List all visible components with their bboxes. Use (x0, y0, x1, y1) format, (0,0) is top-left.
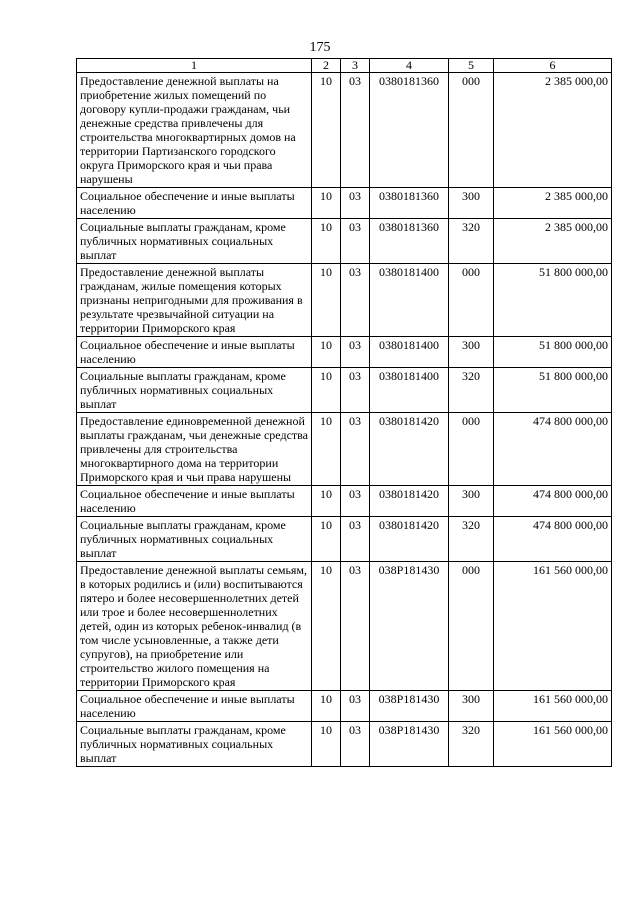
table-row (77, 219, 612, 264)
row-amount: 474 800 000,00 (494, 486, 612, 517)
row-section: 10 (312, 517, 341, 562)
row-expense-type: 300 (449, 691, 494, 722)
row-target-article: 0380181360 (370, 219, 449, 264)
row-expense-type: 300 (449, 337, 494, 368)
row-target-article: 0380181420 (370, 486, 449, 517)
row-target-article: 0380181400 (370, 264, 449, 337)
row-subsection: 03 (341, 486, 370, 517)
row-amount: 474 800 000,00 (494, 413, 612, 486)
header-row (77, 59, 612, 73)
row-section: 10 (312, 337, 341, 368)
table-row (77, 722, 612, 767)
row-amount: 51 800 000,00 (494, 337, 612, 368)
row-amount: 2 385 000,00 (494, 188, 612, 219)
row-name: Социальные выплаты гражданам, кроме публичных нормативных социальных выплат (77, 219, 312, 264)
row-section: 10 (312, 73, 341, 188)
table-row (77, 73, 612, 188)
page-number: 175 (309, 40, 331, 55)
table-row (77, 562, 612, 691)
row-subsection: 03 (341, 337, 370, 368)
row-name: Социальные выплаты гражданам, кроме публичных нормативных социальных выплат (77, 517, 312, 562)
row-target-article: 0380181360 (370, 188, 449, 219)
row-amount: 161 560 000,00 (494, 722, 612, 767)
row-amount: 161 560 000,00 (494, 691, 612, 722)
row-expense-type: 320 (449, 722, 494, 767)
row-subsection: 03 (341, 562, 370, 691)
row-expense-type: 320 (449, 517, 494, 562)
table-row (77, 486, 612, 517)
row-section: 10 (312, 264, 341, 337)
row-name: Предоставление денежной выплаты на приобретение жилых помещений по договору купли-продажи гражданам, чьи денежные средства привлечены для строительства многоквартирных домов на территории Партизанского городского округа Приморского края и чьи права нарушены (77, 73, 312, 188)
row-expense-type: 300 (449, 188, 494, 219)
row-name: Социальные выплаты гражданам, кроме публичных нормативных социальных выплат (77, 722, 312, 767)
row-subsection: 03 (341, 691, 370, 722)
table-row (77, 188, 612, 219)
table-row (77, 337, 612, 368)
row-name: Предоставление денежной выплаты гражданам, жилые помещения которых признаны непригодными для проживания в результате чрезвычайной ситуации на территории Приморского края (77, 264, 312, 337)
row-subsection: 03 (341, 73, 370, 188)
row-name: Предоставление единовременной денежной выплаты гражданам, чьи денежные средства привлечены для строительства многоквартирного дома на территории Приморского края и чьи права нарушены (77, 413, 312, 486)
row-section: 10 (312, 413, 341, 486)
table-row (77, 413, 612, 486)
row-subsection: 03 (341, 722, 370, 767)
table-row (77, 264, 612, 337)
row-subsection: 03 (341, 517, 370, 562)
row-name: Социальное обеспечение и иные выплаты населению (77, 188, 312, 219)
row-section: 10 (312, 486, 341, 517)
budget-table (76, 58, 612, 767)
row-name: Социальные выплаты гражданам, кроме публичных нормативных социальных выплат (77, 368, 312, 413)
row-target-article: 0380181420 (370, 413, 449, 486)
header-col-3: 3 (341, 59, 370, 73)
row-target-article: 038P181430 (370, 691, 449, 722)
table-row (77, 691, 612, 722)
row-expense-type: 000 (449, 562, 494, 691)
row-section: 10 (312, 562, 341, 691)
row-target-article: 038P181430 (370, 722, 449, 767)
table-row (77, 368, 612, 413)
row-amount: 474 800 000,00 (494, 517, 612, 562)
row-section: 10 (312, 219, 341, 264)
header-col-2: 2 (312, 59, 341, 73)
header-col-6: 6 (494, 59, 612, 73)
table-row (77, 517, 612, 562)
row-amount: 51 800 000,00 (494, 368, 612, 413)
row-target-article: 0380181360 (370, 73, 449, 188)
row-name: Предоставление денежной выплаты семьям, в которых родились и (или) воспитываются пятеро и более несовершеннолетних детей или трое и более несовершеннолетних детей, один из которых ребенок-инвалид (в том числе усыновленные, а также дети супругов), на приобретение или строительство жилого помещения на территории Приморского края (77, 562, 312, 691)
row-amount: 51 800 000,00 (494, 264, 612, 337)
row-target-article: 0380181400 (370, 368, 449, 413)
header-col-5: 5 (449, 59, 494, 73)
row-target-article: 0380181400 (370, 337, 449, 368)
row-expense-type: 000 (449, 264, 494, 337)
row-subsection: 03 (341, 219, 370, 264)
row-section: 10 (312, 722, 341, 767)
row-subsection: 03 (341, 368, 370, 413)
row-expense-type: 000 (449, 73, 494, 188)
row-expense-type: 000 (449, 413, 494, 486)
row-amount: 2 385 000,00 (494, 73, 612, 188)
row-section: 10 (312, 691, 341, 722)
row-expense-type: 300 (449, 486, 494, 517)
row-amount: 2 385 000,00 (494, 219, 612, 264)
header-col-1: 1 (77, 59, 312, 73)
row-subsection: 03 (341, 413, 370, 486)
row-subsection: 03 (341, 188, 370, 219)
row-name: Социальное обеспечение и иные выплаты населению (77, 486, 312, 517)
row-target-article: 0380181420 (370, 517, 449, 562)
row-name: Социальное обеспечение и иные выплаты населению (77, 337, 312, 368)
header-col-4: 4 (370, 59, 449, 73)
row-target-article: 038P181430 (370, 562, 449, 691)
row-section: 10 (312, 368, 341, 413)
row-amount: 161 560 000,00 (494, 562, 612, 691)
row-section: 10 (312, 188, 341, 219)
row-name: Социальное обеспечение и иные выплаты населению (77, 691, 312, 722)
row-expense-type: 320 (449, 219, 494, 264)
row-subsection: 03 (341, 264, 370, 337)
row-expense-type: 320 (449, 368, 494, 413)
